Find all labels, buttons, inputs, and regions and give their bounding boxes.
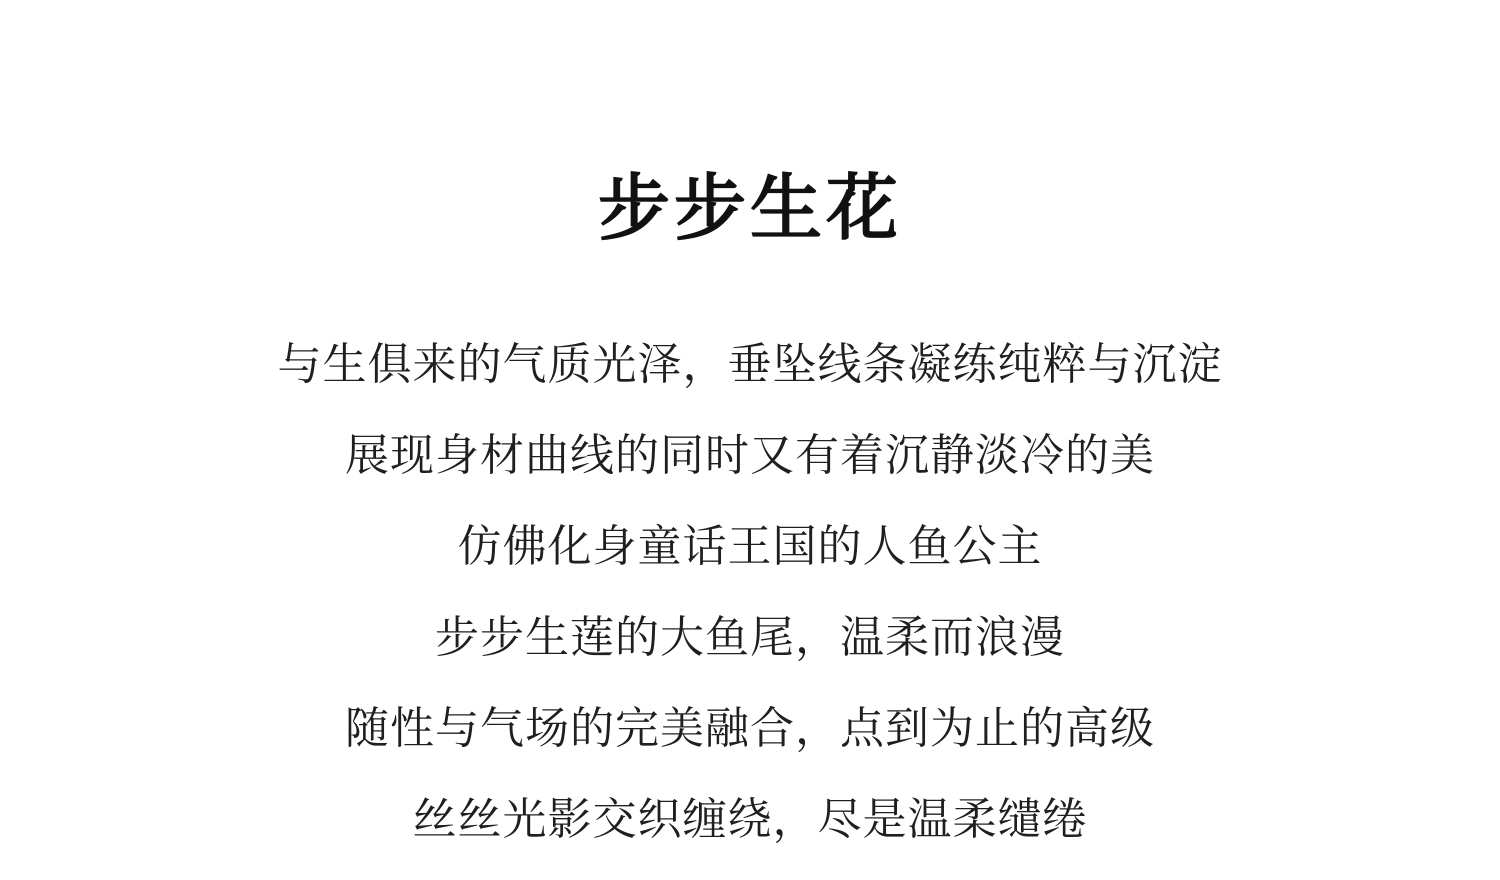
description-line-4: 步步生莲的大鱼尾，温柔而浪漫: [435, 612, 1065, 663]
description-line-2: 展现身材曲线的同时又有着沉静淡冷的美: [345, 430, 1155, 481]
description-line-1: 与生俱来的气质光泽，垂坠线条凝练纯粹与沉淀: [277, 339, 1223, 390]
description-line-5: 随性与气场的完美融合，点到为止的高级: [345, 703, 1155, 754]
page-title: 步步生花: [597, 166, 902, 250]
description-lines: [0, 334, 1500, 880]
description-line-6: 丝丝光影交织缠绕，尽是温柔缱绻: [412, 794, 1088, 845]
description-line-3: 仿佛化身童话王国的人鱼公主: [457, 521, 1043, 572]
